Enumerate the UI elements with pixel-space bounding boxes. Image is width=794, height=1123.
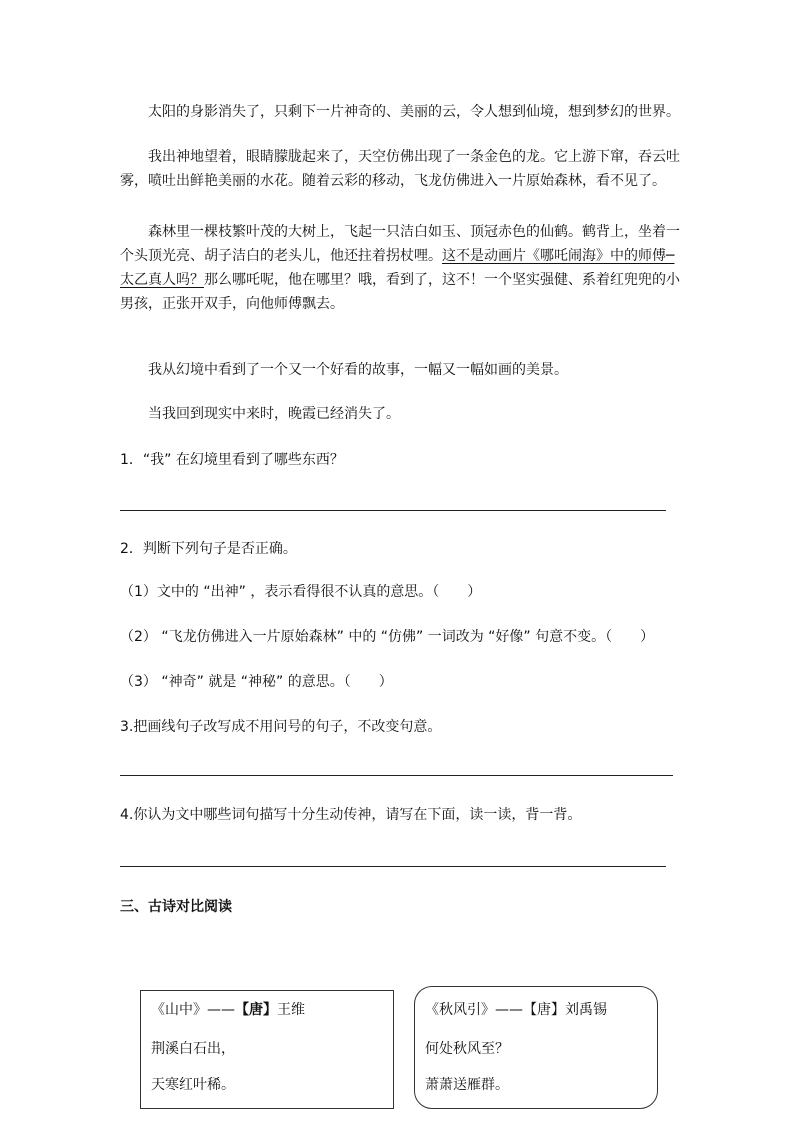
underlined-sentence: 这不是动画片《哪吒闹海》中的师傅─太乙真人吗？ bbox=[120, 248, 675, 288]
poem-title: 《秋风引》——【唐】刘禹锡 bbox=[425, 1002, 607, 1018]
question-2-item-3: （3） “神奇” 就是 “神秘” 的意思。（ ） bbox=[120, 674, 393, 690]
poem-box-shanzhong bbox=[140, 990, 394, 1109]
question-2-item-2: （2） “飞龙仿佛进入一片原始森林” 中的 “仿佛” 一词改为 “好像” 句意不变。（ ） bbox=[120, 629, 655, 645]
question-2: 2．判断下列句子是否正确。 bbox=[120, 541, 297, 557]
paragraph-3-text-start: 森林里一棵枝繁叶茂的大树上，飞起一只洁白如玉、顶冠赤色的仙鹤。鹤背上，坐着一个头顶光亮、胡子洁白的老头儿，他还拄着拐杖哩。 bbox=[120, 224, 680, 264]
poem-line-1: 何处秋风至？ bbox=[425, 1041, 509, 1057]
passage-paragraph-4: 我从幻境中看到了一个又一个好看的故事，一幅又一幅如画的美景。 bbox=[148, 362, 568, 378]
question-2-item-1: （1）文中的 “出神” ，表示看得很不认真的意思。（ ） bbox=[120, 584, 482, 600]
passage-paragraph-3 bbox=[120, 220, 680, 316]
question-3: 3.把画线句子改写成不用问号的句子，不改变句意。 bbox=[120, 719, 442, 735]
paragraph-3-text-end: 那么哪吒呢，他在哪里？哦，看到了，这不！一个坚实强健、系着红兜兜的小男孩，正张开双手，向他师傅飘去。 bbox=[120, 272, 680, 312]
poem-line-2: 天寒红叶稀。 bbox=[151, 1077, 235, 1093]
question-1: 1．“我” 在幻境里看到了哪些东西？ bbox=[120, 452, 344, 468]
poem-box-qiufengyin bbox=[414, 986, 658, 1109]
passage-paragraph-2: 我出神地望着，眼睛朦胧起来了，天空仿佛出现了一条金色的龙。它上游下窜，吞云吐雾，喷吐出鲜艳美丽的水花。随着云彩的移动，飞龙仿佛进入一片原始森林，看不见了。 bbox=[120, 149, 680, 189]
passage-paragraph-1: 太阳的身影消失了，只剩下一片神奇的、美丽的云，令人想到仙境，想到梦幻的世界。 bbox=[148, 104, 680, 120]
answer-line-1[interactable] bbox=[120, 510, 666, 511]
poem-line-1: 荆溪白石出， bbox=[151, 1041, 235, 1057]
question-4: 4.你认为文中哪些词句描写十分生动传神，请写在下面，读一读，背一背。 bbox=[120, 807, 582, 823]
passage-paragraph-5: 当我回到现实中来时，晚霞已经消失了。 bbox=[148, 406, 400, 422]
section-3-heading: 三、古诗对比阅读 bbox=[120, 899, 232, 915]
poem-title: 《山中》——【唐】王维 bbox=[151, 1002, 305, 1018]
poem-line-2: 萧萧送雁群。 bbox=[425, 1077, 509, 1093]
answer-line-4[interactable] bbox=[120, 866, 666, 867]
answer-line-3[interactable] bbox=[120, 775, 673, 776]
